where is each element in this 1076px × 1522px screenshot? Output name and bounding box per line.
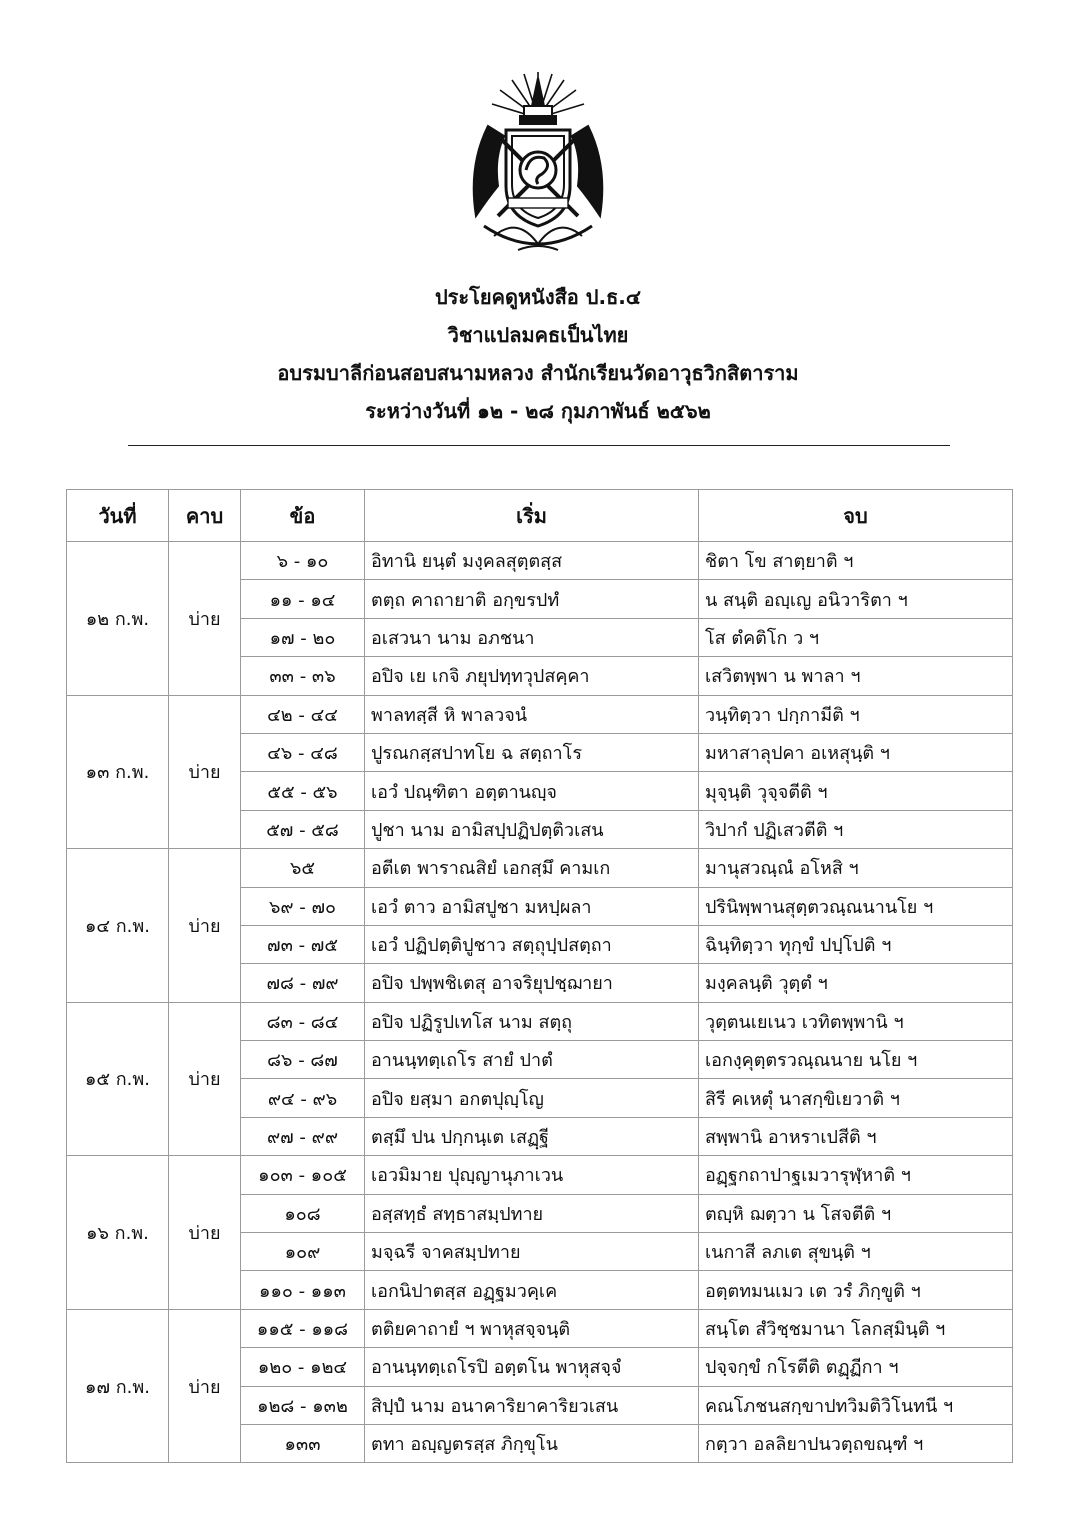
end-text-cell: ฉินฺทิตฺวา ทุกฺขํ ปปฺโปติ ฯ [699,925,1013,963]
table-row [67,542,1013,580]
table-row [67,1156,1013,1194]
end-text-cell: ตญฺหิ ฌตฺวา น โสจตีติ ฯ [699,1194,1013,1232]
table-row [67,1002,1013,1040]
column-header-date: วันที่ [67,490,169,542]
end-text-cell: คณโภชนสกฺขาปทวิมติวิโนทนี ฯ [699,1386,1013,1424]
start-text-cell: อิทานิ ยนฺตํ มงฺคลสุตฺตสฺส [365,542,699,580]
day-date-cell: ๑๓ ก.พ. [67,695,169,849]
schedule-table [66,489,1013,1463]
column-header-start: เริ่ม [365,490,699,542]
start-text-cell: อปิจ ปพฺพชิเตสุ อาจริยุปชฺฌายา [365,964,699,1002]
end-text-cell: เสวิตพฺพา น พาลา ฯ [699,657,1013,695]
start-text-cell: ตติยคาถายํ ฯ พาหุสจฺจนฺติ [365,1309,699,1347]
title-line-2: วิชาแปลมคธเป็นไทย [447,323,629,347]
day-date-cell: ๑๒ ก.พ. [67,542,169,696]
item-number-cell: ๕๕ - ๕๖ [241,772,365,810]
day-period-cell: บ่าย [169,1156,241,1310]
table-row [67,695,1013,733]
item-number-cell: ๓๓ - ๓๖ [241,657,365,695]
title-line-1: ประโยคดูหนังสือ ป.ธ.๔ [434,285,642,309]
column-header-period: คาบ [169,490,241,542]
start-text-cell: เอวํ ปณฺฑิตา อตฺตานญฺจ [365,772,699,810]
start-text-cell: ตทา อญฺญตรสฺส ภิกฺขุโน [365,1424,699,1462]
start-text-cell: เอกนิปาตสฺส อฏฺฐมวคฺเค [365,1271,699,1309]
column-header-item: ข้อ [241,490,365,542]
start-text-cell: เอวมิมาย ปุญฺญานุภาเวน [365,1156,699,1194]
day-period-cell: บ่าย [169,1002,241,1156]
item-number-cell: ๑๒๘ - ๑๓๒ [241,1386,365,1424]
end-text-cell: มานุสวณฺณํ อโหสิ ฯ [699,849,1013,887]
title-divider [128,445,950,446]
item-number-cell: ๑๐๙ [241,1233,365,1271]
end-text-cell: อฏฺฐกถาปาฐเมวารุฬฺหาติ ฯ [699,1156,1013,1194]
item-number-cell: ๑๐๘ [241,1194,365,1232]
end-text-cell: อตฺตทมนเมว เต วรํ ภิกฺขูติ ฯ [699,1271,1013,1309]
end-text-cell: มุจฺนฺติ วุจฺจตีติ ฯ [699,772,1013,810]
item-number-cell: ๑๗ - ๒๐ [241,618,365,656]
end-text-cell: สิรี คเหตุํ นาสกฺขิเยวาติ ฯ [699,1079,1013,1117]
end-text-cell: เนกาสี ลภเต สุขนฺติ ฯ [699,1233,1013,1271]
start-text-cell: อานนฺทตฺเถโรปิ อตฺตโน พาหุสจฺจํ [365,1348,699,1386]
title-line-3: อบรมบาลีก่อนสอบสนามหลวง สำนักเรียนวัดอาวุธวิกสิตาราม [277,361,799,385]
start-text-cell: อสฺสทฺธํ สทฺธาสมฺปทาย [365,1194,699,1232]
item-number-cell: ๖๙ - ๗๐ [241,887,365,925]
title-line-4: ระหว่างวันที่ ๑๒ - ๒๘ กุมภาพันธ์ ๒๕๖๒ [365,399,711,423]
day-date-cell: ๑๔ ก.พ. [67,849,169,1003]
schedule-body [67,542,1013,1463]
end-text-cell: มงฺคลนฺติ วุตฺตํ ฯ [699,964,1013,1002]
day-date-cell: ๑๖ ก.พ. [67,1156,169,1310]
end-text-cell: น สนฺติ อญฺเญ อนิวาริตา ฯ [699,580,1013,618]
end-text-cell: กตฺวา อลลิยาปนวตฺถขณฺฑํ ฯ [699,1424,1013,1462]
start-text-cell: อปิจ เย เกจิ ภยุปทฺทวุปสคฺคา [365,657,699,695]
end-text-cell: สนฺโต สํวิชฺชมานา โลกสฺมินฺติ ฯ [699,1309,1013,1347]
end-text-cell: สพฺพานิ อาหราเปสีติ ฯ [699,1117,1013,1155]
item-number-cell: ๑๒๐ - ๑๒๔ [241,1348,365,1386]
end-text-cell: โส ตํคติโก ว ฯ [699,618,1013,656]
end-text-cell: มหาสาลุปคา อเหสุนฺติ ฯ [699,733,1013,771]
item-number-cell: ๙๔ - ๙๖ [241,1079,365,1117]
day-period-cell: บ่าย [169,542,241,696]
day-date-cell: ๑๗ ก.พ. [67,1309,169,1463]
start-text-cell: ปูชา นาม อามิสปฺปฏิปตฺติวเสน [365,810,699,848]
item-number-cell: ๑๑ - ๑๔ [241,580,365,618]
item-number-cell: ๑๐๓ - ๑๐๕ [241,1156,365,1194]
item-number-cell: ๘๓ - ๘๔ [241,1002,365,1040]
end-text-cell: วนฺทิตฺวา ปกฺกามีติ ฯ [699,695,1013,733]
item-number-cell: ๗๓ - ๗๕ [241,925,365,963]
start-text-cell: อปิจ ยสฺมา อกตปุญฺโญ [365,1079,699,1117]
table-row [67,1309,1013,1347]
temple-crest-emblem-icon [458,66,618,262]
item-number-cell: ๖ - ๑๐ [241,542,365,580]
end-text-cell: วิปากํ ปฏิเสวตีติ ฯ [699,810,1013,848]
end-text-cell: ชิตา โข สาตฺยาติ ฯ [699,542,1013,580]
start-text-cell: ตตฺถ คาถายาติ อกฺขรปทํ [365,580,699,618]
start-text-cell: เอวํ ตาว อามิสปูชา มหปฺผลา [365,887,699,925]
item-number-cell: ๘๖ - ๘๗ [241,1041,365,1079]
day-period-cell: บ่าย [169,1309,241,1463]
start-text-cell: พาลทสฺสี หิ พาลวจนํ [365,695,699,733]
start-text-cell: อเสวนา นาม อภชนา [365,618,699,656]
start-text-cell: ตสฺมึ ปน ปกฺกนฺเต เสฏฺฐี [365,1117,699,1155]
end-text-cell: ปรินิพฺพานสุตฺตวณฺณนานโย ฯ [699,887,1013,925]
day-period-cell: บ่าย [169,849,241,1003]
start-text-cell: สิปฺปํ นาม อนาคาริยาคาริยวเสน [365,1386,699,1424]
day-date-cell: ๑๕ ก.พ. [67,1002,169,1156]
start-text-cell: มจฺฉรี จาคสมฺปทาย [365,1233,699,1271]
table-header-row [67,490,1013,542]
start-text-cell: อานนฺทตฺเถโร สายํ ปาตํ [365,1041,699,1079]
start-text-cell: เอวํ ปฏิปตฺติปูชาว สตฺถุปฺปสตฺถา [365,925,699,963]
start-text-cell: ปูรณกสฺสปาทโย ฉ สตฺถาโร [365,733,699,771]
item-number-cell: ๕๗ - ๕๘ [241,810,365,848]
end-text-cell: ปจฺจกฺขํ กโรตีติ ตฏฺฏีกา ฯ [699,1348,1013,1386]
column-header-end: จบ [699,490,1013,542]
item-number-cell: ๑๑๐ - ๑๑๓ [241,1271,365,1309]
day-period-cell: บ่าย [169,695,241,849]
table-row [67,849,1013,887]
item-number-cell: ๖๕ [241,849,365,887]
end-text-cell: วุตฺตนเยเนว เวทิตพฺพานิ ฯ [699,1002,1013,1040]
item-number-cell: ๔๖ - ๔๘ [241,733,365,771]
start-text-cell: อตีเต พาราณสิยํ เอกสฺมึ คามเก [365,849,699,887]
item-number-cell: ๙๗ - ๙๙ [241,1117,365,1155]
start-text-cell: อปิจ ปฏิรูปเทโส นาม สตฺถุ [365,1002,699,1040]
item-number-cell: ๔๒ - ๔๔ [241,695,365,733]
item-number-cell: ๑๑๕ - ๑๑๘ [241,1309,365,1347]
item-number-cell: ๑๓๓ [241,1424,365,1462]
item-number-cell: ๗๘ - ๗๙ [241,964,365,1002]
end-text-cell: เอกงฺคุตฺตรวณฺณนาย นโย ฯ [699,1041,1013,1079]
document-title-block [0,278,1076,430]
